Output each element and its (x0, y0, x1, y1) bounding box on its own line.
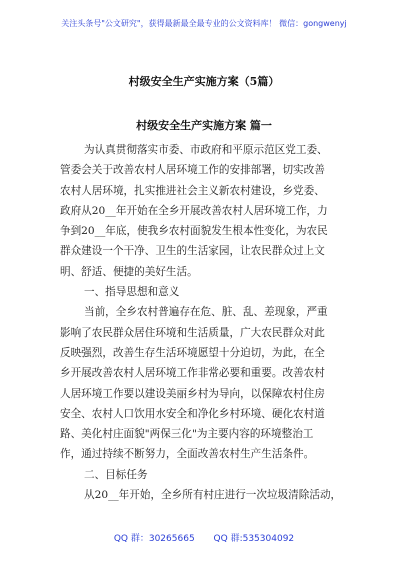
body-line: 群众建设一个干净、卫生的生活家园，让农民群众过上文 (60, 245, 325, 258)
body-line: 从20__年开始，全乡所有村庄进行一次垃圾清除活动， (84, 489, 342, 502)
body-line: 乡开展改善农村人居环境工作非常必要和重要。改善农村 (60, 367, 325, 380)
body-line: 当前，全乡农村普遍存在危、脏、乱、差现象，严重 (84, 306, 328, 319)
document-title: 村级安全生产实施方案（5篇） (128, 75, 280, 88)
heading-target-tasks: 二、目标任务 (84, 468, 148, 481)
body-line: 影响了农民群众居住环境和生活质量，广大农民群众对此 (60, 326, 325, 339)
body-line: 安全、农村人口饮用水安全和净化乡村环境、硬化农村道 (60, 407, 325, 420)
header-banner: 关注头条号"公文研究"，获得最新最全最专业的公文资料库！ 微信：gongwenyj (61, 19, 347, 28)
body-line: 反映强烈，改善生存生活环境愿望十分迫切，为此，在全 (60, 346, 325, 359)
body-line: 人居环境工作要以建设美丽乡村为导向，以保障农村住房 (60, 387, 325, 400)
footer-qq-group-2: QQ 群:535304092 (213, 534, 295, 544)
footer-contact (0, 532, 408, 546)
body-line: 农村人居环境，扎实推进社会主义新农村建设，乡党委、 (60, 184, 325, 197)
body-line: 政府从20__年开始在全乡开展改善农村人居环境工作，力 (60, 204, 328, 217)
footer-qq-group-1: QQ 群：30265665 (113, 534, 195, 544)
body-line: 明、舒适、便捷的美好生活。 (60, 265, 198, 278)
body-line: 管委会关于改善农村人居环境工作的安排部署，切实改善 (60, 164, 325, 177)
heading-guiding-ideology: 一、指导思想和意义 (84, 286, 180, 299)
body-line: 作，通过持续不断努力，全面改善农村生产生活条件。 (60, 448, 315, 461)
section-title: 村级安全生产实施方案 篇一 (136, 119, 272, 132)
body-line: 路、美化村庄面貌"两保三化"为主要内容的环境整治工 (60, 428, 314, 441)
document-body (60, 140, 360, 505)
body-line: 争到20__年底，使我乡农村面貌发生根本性变化，为农民 (60, 225, 328, 238)
body-line: 为认真贯彻落实市委、市政府和平原示范区党工委、 (84, 144, 328, 156)
